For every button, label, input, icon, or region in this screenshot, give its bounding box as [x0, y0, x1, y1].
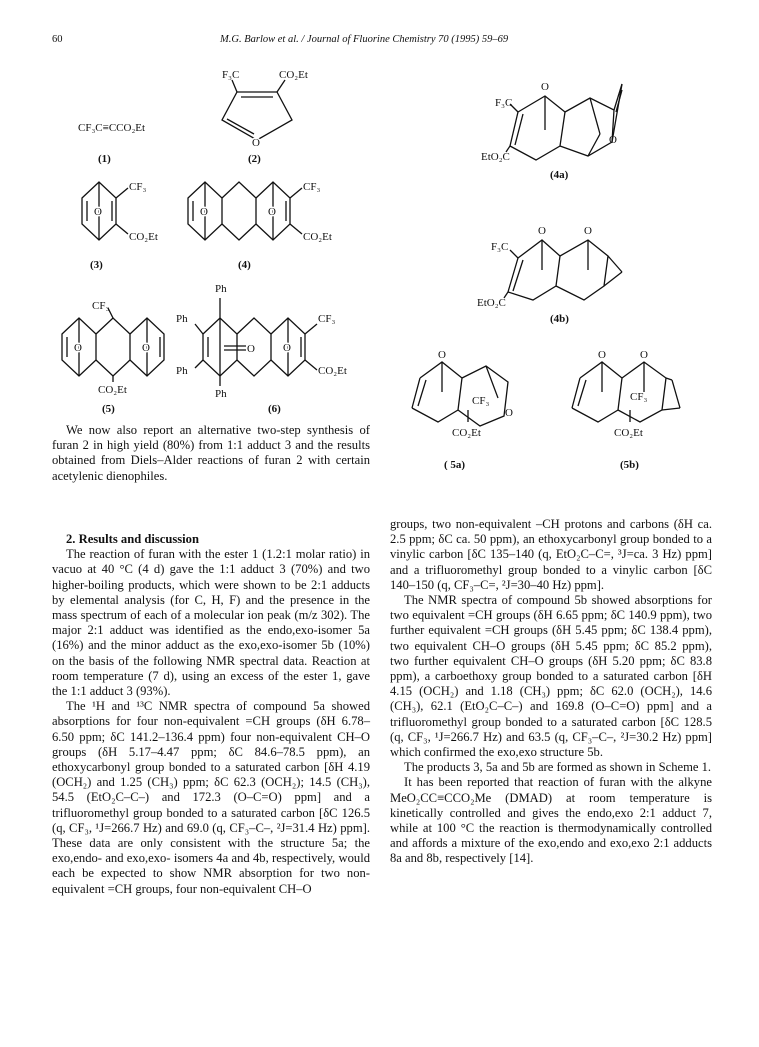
structure-1-number: (1) [98, 153, 111, 165]
right-paragraph-2: The NMR spectra of compound 5b showed absorptions for two equivalent =CH groups (δH 6.65 ppm; δC 140.9 ppm), two further equivalent =CH groups (δH 5.45 ppm; δC 138.4 ppm), two equivalent CH–O groups (δH 5.45 ppm; δC 85.2 ppm), two further equivalent CH–O groups (δH 5.20 ppm; δC 83.8 ppm), a carboethoxy group bonded to a saturated carbon [δH 4.15 (OCH₂) and 1.18 (CH₃) ppm; δC 62.0 (OCH₂), 14.6 (CH₃), 62.1 (EtO₂C–C–) and 169.8 (O–C=O) ppm] and a trifluoromethyl group bonded to a saturated carbon [δC 128.5 (q, CF₃, ¹J=266.7 Hz) and 63.5 (q, CF₃–C–, ²J=30.2 Hz) ppm] which confirmed the exo,exo structure 5b. [390, 593, 712, 760]
intro-paragraph-block [52, 423, 370, 484]
journal-running-head: M.G. Barlow et al. / Journal of Fluorine Chemistry 70 (1995) 59–69 [220, 34, 509, 45]
structure-4b-o2: O [584, 225, 592, 237]
structure-4-bridge-o2: O [268, 206, 276, 218]
structure-3 [82, 181, 158, 271]
structure-4b-o1: O [538, 225, 546, 237]
structure-5b-number: (5b) [620, 459, 639, 470]
structure-4 [188, 181, 332, 271]
left-column [52, 532, 370, 897]
structure-1-formula: CF₃C≡CCO₂Et [78, 122, 146, 134]
structure-5b [572, 349, 680, 470]
structure-2 [222, 69, 308, 165]
structure-6-ph-left-upper: Ph [176, 313, 188, 325]
structure-4-number: (4) [238, 259, 251, 271]
structure-5-ester: CO₂Et [98, 384, 127, 396]
structure-5a-o2: O [505, 407, 513, 419]
structure-5b-o2: O [640, 349, 648, 361]
structure-5-bridge-o2: O [142, 342, 150, 354]
structure-1 [78, 122, 145, 165]
structure-6-bridge-o: O [283, 342, 291, 354]
structure-6-cf3: CF₃ [318, 313, 336, 325]
structure-4-ester: CO₂Et [303, 231, 332, 243]
structure-5-bridge-o1: O [74, 342, 82, 354]
structure-3-cf3: CF₃ [129, 181, 147, 193]
structure-4-bridge-o1: O [200, 206, 208, 218]
structure-6-ph-top: Ph [215, 283, 227, 295]
structure-4a-o2: O [609, 134, 617, 146]
structure-4b-number: (4b) [550, 313, 569, 325]
structure-3-number: (3) [90, 259, 103, 271]
right-paragraph-1: groups, two non-equivalent –CH protons and carbons (δH ca. 2.5 ppm; δC ca. 50 ppm), an ethoxycarbonyl group bonded to a vinylic carbon [δC 135–140 (q, EtO₂C–C=, ³J=ca. 3 Hz) ppm] and a trifluoromethyl group bonded to a vinylic carbon [δC 140–150 (q, CF₃–C=, ²J=30–40 Hz) ppm]. [390, 517, 712, 592]
structure-5b-ester: CO₂Et [614, 427, 643, 439]
right-paragraph-4: It has been reported that reaction of furan with the alkyne MeO₂CC≡CCO₂Me (DMAD) at room temperature is kinetically controlled and gives the endo,exo 2:1 adduct 7, while at 100 °C the reaction is thermodynamically controlled and affords a mixture of the exo,endo and exo,exo 2:1 adducts 8a and 8b, respectively [14]. [390, 775, 712, 866]
structure-6-number: (6) [268, 403, 281, 415]
structure-5a [412, 349, 513, 470]
structure-4a-cf3: F₃C [495, 97, 513, 109]
page-number: 60 [52, 34, 63, 45]
structure-3-bridge-o: O [94, 206, 102, 218]
structure-3-ester: CO₂Et [129, 231, 158, 243]
structure-4b-cf3: F₃C [491, 241, 509, 253]
structure-6 [176, 283, 347, 415]
structure-6-ph-left-lower: Ph [176, 365, 188, 377]
structure-6-ester: CO₂Et [318, 365, 347, 377]
structure-4-cf3: CF₃ [303, 181, 321, 193]
structure-4a [481, 81, 622, 181]
structure-5b-cf3: CF₃ [630, 391, 648, 403]
structure-4a-ester: EtO₂C [481, 151, 510, 163]
structure-2-ester: CO₂Et [279, 69, 308, 81]
structure-6-carbonyl-o: O [247, 343, 255, 355]
structure-4a-number: (4a) [550, 169, 569, 181]
structure-5-cf3: CF₃ [92, 300, 110, 312]
right-column [390, 517, 712, 867]
structure-2-ring-o: O [252, 137, 260, 149]
structure-5a-ester: CO₂Et [452, 427, 481, 439]
structure-4b [477, 225, 622, 325]
structure-4a-o1: O [541, 81, 549, 93]
left-paragraph-1: The reaction of furan with the ester 1 (1.2:1 molar ratio) in vacuo at 40 °C (4 d) gave the 1:1 adduct 3 (70%) and two higher-boiling products, which were shown to be 2:1 adducts by elemental analysis (for C, H, F) and the presence in the mass spectrum of each of a molecular ion peak (m/z 302). The major 2:1 adduct was identified as the endo,exo-isomer 5a (16%) and the minor adduct as the exo,exo-isomer 5b (10%) on the basis of the following NMR spectral data. Reaction at room temperature (7 d), using an excess of the ester 1, gave the 1:1 adduct 3 (93%). [52, 547, 370, 699]
structure-5a-o1: O [438, 349, 446, 361]
structure-4b-ester: EtO₂C [477, 297, 506, 309]
structure-5a-cf3: CF₃ [472, 395, 490, 407]
structure-2-cf3: F₃C [222, 69, 240, 81]
chemical-structures-figure [0, 0, 759, 470]
right-paragraph-3: The products 3, 5a and 5b are formed as shown in Scheme 1. [404, 760, 712, 775]
structure-2-number: (2) [248, 153, 261, 165]
left-paragraph-2: The ¹H and ¹³C NMR spectra of compound 5a showed absorptions for four non-equivalent =CH groups (δH 6.78–6.50 ppm; δC 141.2–136.4 ppm) four non-equivalent CH–O groups (δH 5.17–4.47 ppm; δC 84.6–78.5 ppm), an ethoxycarbonyl group bonded to a saturated carbon [δH 4.19 (OCH₂) and 1.25 (CH₃) ppm; δC 62.3 (OCH₂); 14.5 (CH₃), 54.5 (EtO₂C–C–) and 172.3 (O–C=O) ppm] and a trifluoromethyl group bonded to a saturated carbon [δC 126.5 (q, CF₃, ¹J=266.7 Hz) and 69.0 (q, CF₃–C–, ²J=31.4 Hz) ppm]. These data are only consistent with the structure 5a; the exo,endo- and exo,exo- isomers 4a and 4b, respectively, would each be expected to show NMR absorption for two non-equivalent =CH groups, four non-equivalent CH–O [52, 699, 370, 896]
structure-5a-number: ( 5a) [444, 459, 466, 470]
structure-5 [62, 300, 164, 415]
section-title: 2. Results and discussion [66, 532, 199, 546]
structure-5-number: (5) [102, 403, 115, 415]
structure-5b-o1: O [598, 349, 606, 361]
structure-6-ph-bottom: Ph [215, 388, 227, 400]
intro-paragraph: We now also report an alternative two-step synthesis of furan 2 in high yield (80%) from 1:1 adduct 3 and the results obtained from Diels–Alder reactions of furan 2 with certain acetylenic dienophiles. [52, 423, 370, 483]
